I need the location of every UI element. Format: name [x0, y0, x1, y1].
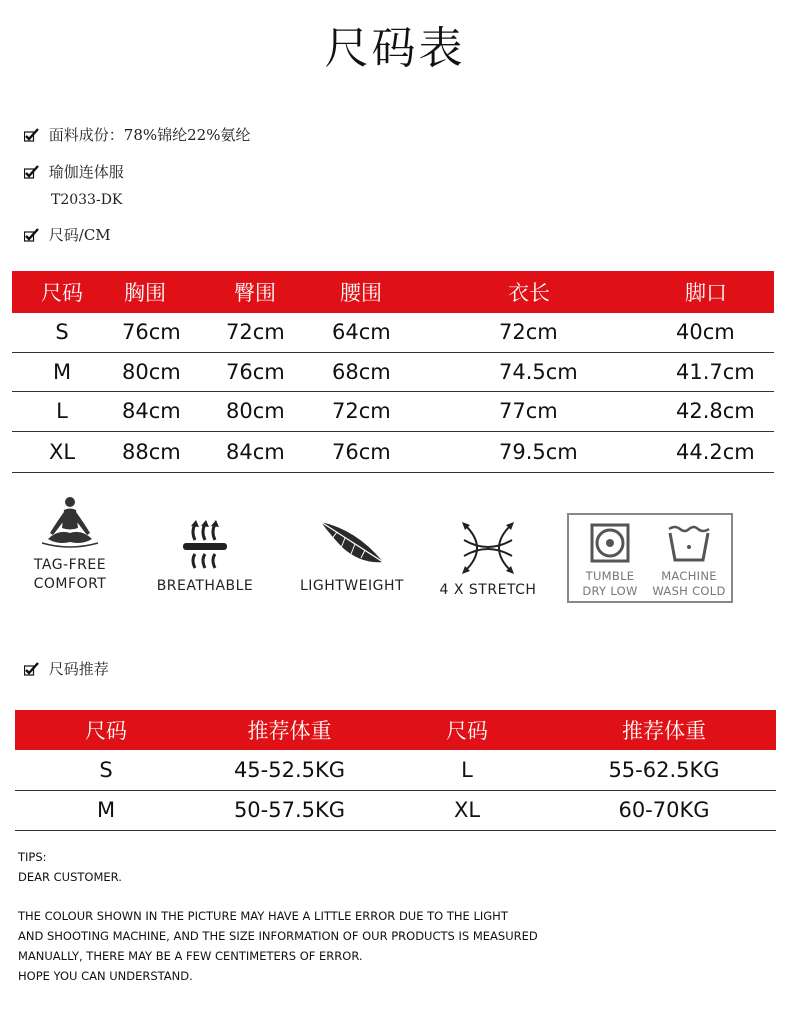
- checkmark-icon: [24, 126, 44, 144]
- header-weight: 推荐体重: [552, 710, 776, 750]
- cell-hip: 84cm: [214, 431, 320, 472]
- model-number: T2033-DK: [51, 192, 123, 208]
- four-way-stretch-icon: [458, 520, 518, 576]
- table-row: [12, 313, 774, 352]
- cell-size: M: [12, 352, 112, 391]
- header-size: 尺码: [15, 710, 197, 750]
- cell-size: XL: [12, 431, 112, 472]
- cell-leg-opening: 41.7cm: [603, 352, 774, 391]
- cell-waist: 72cm: [320, 391, 474, 431]
- cell-waist: 68cm: [320, 352, 474, 391]
- cell-weight: 50-57.5KG: [197, 790, 382, 830]
- weight-table: [15, 710, 776, 831]
- tumble-dry-icon: [590, 523, 630, 563]
- cell-leg-opening: 44.2cm: [603, 431, 774, 472]
- tag-free-label-2: COMFORT: [33, 576, 107, 592]
- unit-text: 尺码/CM: [48, 226, 111, 244]
- checkmark-icon: [24, 226, 44, 244]
- weight-table-header: [15, 710, 776, 750]
- table-row: [15, 790, 776, 830]
- checkmark-icon: [24, 163, 44, 181]
- page-title: 尺码表: [324, 23, 466, 74]
- tumble-label-1: TUMBLE: [585, 569, 635, 583]
- cell-length: 74.5cm: [474, 352, 603, 391]
- tips-label: TIPS:: [18, 850, 47, 864]
- cell-chest: 84cm: [112, 391, 214, 431]
- header-hip: 臀围: [214, 271, 320, 313]
- size-table: [12, 271, 774, 473]
- tips-line-2: AND SHOOTING MACHINE, AND THE SIZE INFORMATION OF OUR PRODUCTS IS MEASURED: [18, 929, 538, 943]
- spec-product: [24, 161, 124, 182]
- cell-weight: 60-70KG: [552, 790, 776, 830]
- recommend-label: 尺码推荐: [48, 660, 109, 678]
- cell-leg-opening: 40cm: [603, 313, 774, 352]
- table-row: [12, 391, 774, 431]
- table-row: [12, 431, 774, 472]
- recommend-heading: [24, 658, 109, 679]
- header-size: 尺码: [382, 710, 552, 750]
- cell-hip: 76cm: [214, 352, 320, 391]
- care-machine-wash: [649, 523, 729, 599]
- feature-lightweight: [292, 518, 412, 596]
- cell-weight: 45-52.5KG: [197, 750, 382, 790]
- cell-weight: 55-62.5KG: [552, 750, 776, 790]
- yoga-meditation-icon: [40, 495, 100, 551]
- care-tumble-dry: [579, 523, 641, 599]
- fabric-text: 面料成份：78%锦纶22%氨纶: [48, 126, 251, 144]
- header-waist: 腰围: [320, 271, 474, 313]
- cell-size: S: [12, 313, 112, 352]
- feature-breathable: [152, 518, 258, 596]
- header-size: 尺码: [12, 271, 112, 313]
- feature-stretch: [432, 520, 544, 600]
- cell-chest: 80cm: [112, 352, 214, 391]
- machine-label-1: MACHINE: [661, 569, 717, 583]
- tumble-label-2: DRY LOW: [582, 584, 638, 598]
- size-table-header: [12, 271, 774, 313]
- cell-size: L: [382, 750, 552, 790]
- cell-size: XL: [382, 790, 552, 830]
- cell-size: M: [15, 790, 197, 830]
- machine-wash-icon: [667, 523, 711, 563]
- tips-line-4: HOPE YOU CAN UNDERSTAND.: [18, 969, 193, 983]
- header-chest: 胸围: [112, 271, 214, 313]
- checkmark-icon: [24, 660, 44, 678]
- feature-tag-free: [20, 495, 120, 594]
- tag-free-label-1: TAG-FREE: [33, 557, 107, 573]
- header-weight: 推荐体重: [197, 710, 382, 750]
- breathable-icon: [179, 518, 231, 570]
- header-length: 衣长: [474, 271, 603, 313]
- spec-fabric: [24, 124, 250, 145]
- lightweight-label: LIGHTWEIGHT: [299, 578, 405, 594]
- cell-length: 77cm: [474, 391, 603, 431]
- cell-waist: 76cm: [320, 431, 474, 472]
- header-leg-opening: 脚口: [603, 271, 774, 313]
- cell-length: 79.5cm: [474, 431, 603, 472]
- cell-size: S: [15, 750, 197, 790]
- spec-unit: [24, 224, 111, 245]
- machine-label-2: WASH COLD: [652, 584, 726, 598]
- table-row: [12, 352, 774, 391]
- product-name: 瑜伽连体服: [48, 163, 124, 181]
- feather-icon: [317, 518, 387, 570]
- stretch-label: 4 X STRETCH: [439, 582, 537, 598]
- cell-chest: 76cm: [112, 313, 214, 352]
- table-row: [15, 750, 776, 790]
- care-instructions: [567, 513, 733, 603]
- cell-hip: 72cm: [214, 313, 320, 352]
- tips-line-3: MANUALLY, THERE MAY BE A FEW CENTIMETERS OF ERROR.: [18, 949, 363, 963]
- tips-line-1: THE COLOUR SHOWN IN THE PICTURE MAY HAVE A LITTLE ERROR DUE TO THE LIGHT: [18, 909, 508, 923]
- cell-waist: 64cm: [320, 313, 474, 352]
- cell-length: 72cm: [474, 313, 603, 352]
- breathable-label: BREATHABLE: [156, 578, 254, 594]
- cell-size: L: [12, 391, 112, 431]
- cell-leg-opening: 42.8cm: [603, 391, 774, 431]
- tips-greeting: DEAR CUSTOMER.: [18, 870, 122, 884]
- cell-chest: 88cm: [112, 431, 214, 472]
- cell-hip: 80cm: [214, 391, 320, 431]
